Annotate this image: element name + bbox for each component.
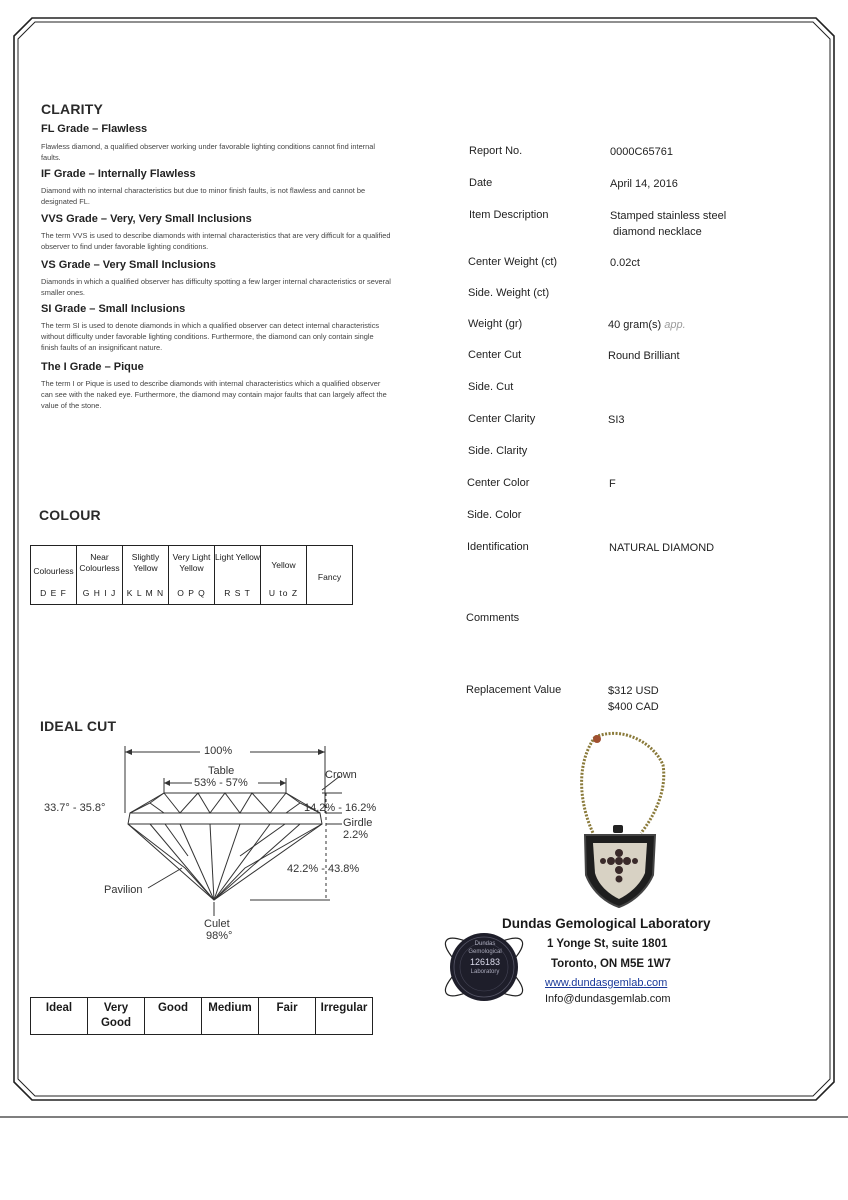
diagram-pavilion-label: Pavilion xyxy=(104,884,143,896)
report-value-replacement-value: $312 USD $400 CAD xyxy=(608,685,659,713)
report-value-date: April 14, 2016 xyxy=(610,178,678,190)
lab-name: Dundas Gemological Laboratory xyxy=(502,916,711,931)
diagram-table-label: Table xyxy=(208,765,235,777)
grade-title-i: The I Grade – Pique xyxy=(41,361,144,373)
grade-desc-vvs: The term VVS is used to describe diamonds with internal characteristics that are very difficult for a qualified observer to find under favorable lighting conditions. xyxy=(41,231,391,251)
colour-cell-near-colourless: Near Colourless G H I J xyxy=(77,546,123,605)
grade-title-fl: FL Grade – Flawless xyxy=(41,123,148,135)
cut-grade-table xyxy=(30,997,373,1035)
report-label-replacement-value: Replacement Value xyxy=(466,684,562,696)
lab-website-link[interactable]: www.dundasgemlab.com xyxy=(545,977,668,989)
report-label-side-cut: Side. Cut xyxy=(468,381,514,393)
report-value-center-color: F xyxy=(609,478,616,490)
report-label-center-cut: Center Cut xyxy=(468,349,522,361)
report-value-center-weight: 0.02ct xyxy=(610,257,640,269)
lab-seal-text: Dundas Gemological 126183 Laboratory xyxy=(460,940,510,976)
report-label-center-weight: Center Weight (ct) xyxy=(468,256,558,268)
colour-cell-very-light-yellow: Very Light Yellow O P Q xyxy=(169,546,215,605)
report-label-center-color: Center Color xyxy=(467,477,530,489)
report-value-weight-gr: 40 gram(s) app. xyxy=(608,319,686,331)
report-label-side-color: Side. Color xyxy=(467,509,522,521)
grade-title-si: SI Grade – Small Inclusions xyxy=(41,303,186,315)
report-label-comments: Comments xyxy=(466,612,520,624)
grade-desc-fl: Flawless diamond, a qualified observer working under favorable lighting conditions cannot find internal faults. xyxy=(41,142,376,162)
colour-cell-yellow: Yellow U to Z xyxy=(261,546,307,605)
diagram-pavilion-depth: 42.2% - 43.8% xyxy=(287,863,360,875)
grade-title-vs: VS Grade – Very Small Inclusions xyxy=(41,259,216,271)
report-value-identification: NATURAL DIAMOND xyxy=(609,542,715,554)
report-label-center-clarity: Center Clarity xyxy=(468,413,536,425)
grade-desc-if: Diamond with no internal characteristics but due to minor finish faults, is not flawless and cannot be designated FL. xyxy=(41,186,366,206)
report-value-center-cut: Round Brilliant xyxy=(608,350,680,362)
weight-approx-note: app. xyxy=(664,319,686,331)
colour-cell-light-yellow: Light Yellow R S T xyxy=(215,546,261,605)
diagram-crown-label: Crown xyxy=(325,769,357,781)
grade-title-if: IF Grade – Internally Flawless xyxy=(41,168,196,180)
report-label-report-no: Report No. xyxy=(469,145,523,157)
colour-cell-slightly-yellow: Slightly Yellow K L M N xyxy=(123,546,169,605)
cut-grade-good: Good xyxy=(145,998,202,1035)
lab-email[interactable]: Info@dundasgemlab.com xyxy=(545,993,671,1005)
cut-grade-medium: Medium xyxy=(202,998,259,1035)
grade-desc-si: The term SI is used to denote diamonds in which a qualified observer can detect internal characteristics without difficulty under favorable lighting conditions. Furthermore, the diamond can only contain single finish faults of an insignificant nature. xyxy=(41,321,380,352)
cut-grade-fair: Fair xyxy=(259,998,316,1035)
lab-seal-number: 126183 xyxy=(469,957,501,967)
clarity-title: CLARITY xyxy=(41,101,104,117)
report-label-weight-gr: Weight (gr) xyxy=(468,318,523,330)
cut-grade-ideal: Ideal xyxy=(31,998,88,1035)
report-value-center-clarity: SI3 xyxy=(608,414,625,426)
colour-scale-table xyxy=(30,545,353,605)
cut-grade-irregular: Irregular xyxy=(316,998,373,1035)
cut-grade-very-good: Very Good xyxy=(88,998,145,1035)
grade-desc-i: The term I or Pique is used to describe diamonds with internal characteristics which a qualified observer can see with the naked eye. Furthermore, the diamond may contain major faults that can largely affect the value of the stone. xyxy=(41,379,387,410)
lab-address-line1: 1 Yonge St, suite 1801 xyxy=(547,938,668,950)
diagram-girdle-value: 2.2% xyxy=(343,829,369,841)
report-label-date: Date xyxy=(469,177,493,189)
grade-desc-vs: Diamonds in which a qualified observer has difficulty spotting a few larger internal characteristics or several smaller ones. xyxy=(41,277,391,297)
grade-title-vvs: VVS Grade – Very, Very Small Inclusions xyxy=(41,213,252,225)
report-value-item-description: Stamped stainless steel diamond necklace xyxy=(610,210,727,238)
diagram-culet-value: 98%° xyxy=(206,930,233,942)
report-value-report-no: 0000C65761 xyxy=(610,146,674,158)
diagram-crown-height: 14.2% - 16.2% xyxy=(304,802,377,814)
diagram-width-label: 100% xyxy=(204,745,233,757)
colour-cell-colourless: Colourless D E F xyxy=(31,546,77,605)
diagram-culet-label: Culet xyxy=(204,918,230,930)
lab-address-line2: Toronto, ON M5E 1W7 xyxy=(551,958,671,970)
ideal-cut-title: IDEAL CUT xyxy=(40,718,117,734)
report-label-side-weight: Side. Weight (ct) xyxy=(468,287,550,299)
diagram-crown-angle: 33.7° - 35.8° xyxy=(44,802,106,814)
diagram-table-range: 53% - 57% xyxy=(194,777,248,789)
colour-title: COLOUR xyxy=(39,507,101,523)
report-label-side-clarity: Side. Clarity xyxy=(468,445,528,457)
diagram-girdle-label: Girdle xyxy=(343,817,373,829)
report-label-identification: Identification xyxy=(467,541,529,553)
colour-cell-fancy: Fancy xyxy=(307,546,353,605)
report-label-item-description: Item Description xyxy=(469,209,549,221)
necklace-photo xyxy=(555,725,685,910)
